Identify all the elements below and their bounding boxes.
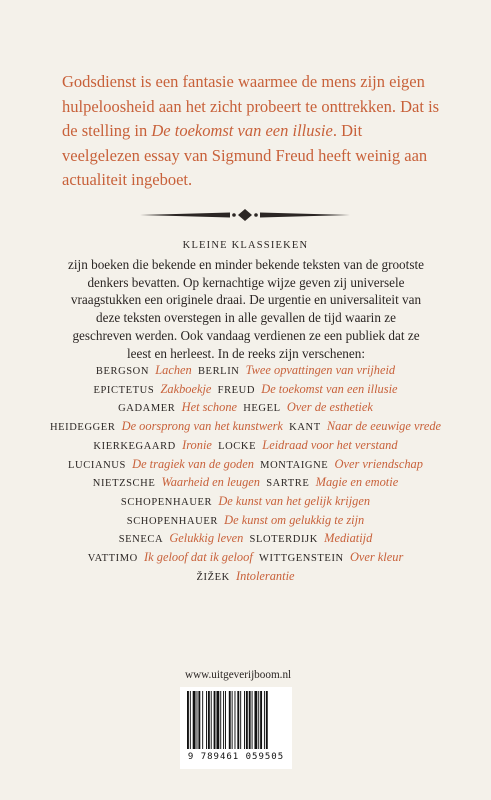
book-author: GADAMER: [118, 403, 176, 415]
book-author: LOCKE: [218, 440, 257, 452]
book-author: NIETZSCHE: [92, 478, 156, 490]
barcode-bar: [216, 691, 219, 749]
book-author: KIERKEGAARD: [93, 440, 176, 452]
book-title: Gelukkig leven: [169, 531, 244, 546]
book-author: SLOTERDIJK: [249, 534, 318, 546]
blurb-book-title: De toekomst van een illusie: [151, 121, 333, 140]
barcode-bar: [258, 691, 259, 749]
barcode-bar: [240, 691, 241, 749]
book-title: Het schone: [181, 400, 238, 415]
barcode-bar: [232, 691, 233, 749]
book-title: Waarheid en leugen: [161, 475, 260, 490]
book-title: Leidraad voor het verstand: [262, 437, 398, 452]
book-list: [0, 362, 491, 586]
book-list-line: [0, 362, 491, 381]
book-author: HEIDEGGER: [49, 422, 116, 434]
book-author: WITTGENSTEIN: [258, 553, 344, 565]
book-list-line: [0, 549, 491, 568]
book-list-line: [0, 474, 491, 493]
series-intro: zijn boeken die bekende en minder bekende teksten van de grootste denkers bevatten. Op kernachtige wijze geven zij universele vraagstukken een originele draai. De urgentie en universaliteit van deze teksten overstegen in alle gevallen de tijd waarin ze geschreven werden. Ook vandaag verdienen ze een publiek dat ze leest en herleest. In de reeks zijn verschenen:: [68, 257, 424, 361]
book-title: Over de esthetiek: [286, 400, 373, 415]
book-title: Twee opvattingen van vrijheid: [245, 363, 396, 377]
barcode-bar: [264, 691, 265, 749]
barcode-bar: [244, 691, 245, 749]
book-title: Mediatijd: [324, 531, 373, 546]
book-title: De kunst om gelukkig te zijn: [224, 512, 365, 527]
barcode-bar: [235, 691, 236, 749]
barcode-bar: [187, 691, 189, 749]
book-title: Lachen: [155, 363, 192, 377]
barcode-bar: [190, 691, 191, 749]
book-title: Naar de eeuwige vrede: [326, 419, 442, 434]
book-list-line: [0, 381, 491, 400]
barcode-digits: 9 789461 059505: [187, 752, 285, 762]
book-author: FREUD: [217, 384, 256, 396]
barcode-bar: [208, 691, 210, 749]
barcode-bar: [266, 691, 268, 749]
book-author: EPICTETUS: [93, 384, 155, 396]
series-title: KLEINE KLASSIEKEN: [182, 240, 309, 251]
book-title: De kunst van het gelijk krijgen: [218, 493, 371, 508]
book-list-line: [0, 456, 491, 475]
publisher-website: www.uitgeverijboom.nl: [185, 669, 292, 681]
barcode-bar: [214, 691, 216, 749]
book-list-line: [0, 399, 491, 418]
barcode-bar: [237, 691, 239, 749]
barcode-bar: [246, 691, 248, 749]
barcode-bar: [249, 691, 251, 749]
book-author: SENECA: [118, 534, 164, 546]
book-author: SARTRE: [266, 478, 310, 490]
book-title: Intolerantie: [236, 568, 295, 583]
book-title: Over vriendschap: [334, 456, 423, 471]
book-title: De tragiek van de goden: [132, 456, 254, 471]
book-title: Zakboekje: [160, 381, 212, 396]
book-title: Ironie: [182, 437, 212, 452]
barcode-bar: [197, 691, 198, 749]
barcode-bar: [198, 691, 200, 749]
book-title: Ik geloof dat ik geloof: [144, 550, 253, 565]
barcode-bar: [252, 691, 253, 749]
book-list-line: [0, 493, 491, 512]
book-title: De oorsprong van het kunstwerk: [121, 419, 283, 434]
book-author: BERLIN: [197, 366, 240, 377]
book-author: KANT: [289, 422, 321, 434]
book-list-line: [0, 437, 491, 456]
barcode-bar: [260, 691, 262, 749]
book-title: De toekomst van een illusie: [261, 381, 398, 396]
barcode-bar: [220, 691, 221, 749]
barcode-bar: [193, 691, 196, 749]
barcode-icon: [187, 691, 285, 751]
isbn-barcode: [180, 687, 292, 769]
barcode-bar: [206, 691, 207, 749]
book-title: Magie en emotie: [315, 475, 399, 490]
back-cover-blurb: [62, 70, 442, 193]
book-author: LUCIANUS: [68, 459, 126, 471]
barcode-bar: [211, 691, 212, 749]
book-author: VATTIMO: [87, 553, 138, 565]
book-list-line: [0, 418, 491, 437]
barcode-bar: [202, 691, 203, 749]
barcode-bar: [225, 691, 226, 749]
decorative-divider-ornament-icon: [138, 206, 352, 224]
book-author: SCHOPENHAUER: [120, 496, 213, 508]
book-list-line: [0, 530, 491, 549]
book-author: ŽIŽEK: [196, 571, 230, 583]
book-author: HEGEL: [243, 403, 281, 415]
book-list-line: [0, 568, 491, 587]
book-author: SCHOPENHAUER: [126, 515, 218, 527]
book-author: BERGSON: [95, 366, 150, 377]
barcode-bar: [254, 691, 257, 749]
book-title: Over kleur: [349, 550, 404, 565]
blurb-text-2: . Dit veelgelezen essay van Sigmund Freud heeft weinig aan actualiteit ingeboet.: [62, 121, 428, 189]
book-list-line: [0, 512, 491, 531]
blurb-text-1: Godsdienst is een fantasie waarmee de mens zijn eigen hulpeloosheid aan het zicht probeert te onttrekken. Dat is de stelling in: [62, 72, 440, 140]
book-author: MONTAIGNE: [260, 459, 329, 471]
barcode-bar: [229, 691, 231, 749]
barcode-bar: [223, 691, 224, 749]
